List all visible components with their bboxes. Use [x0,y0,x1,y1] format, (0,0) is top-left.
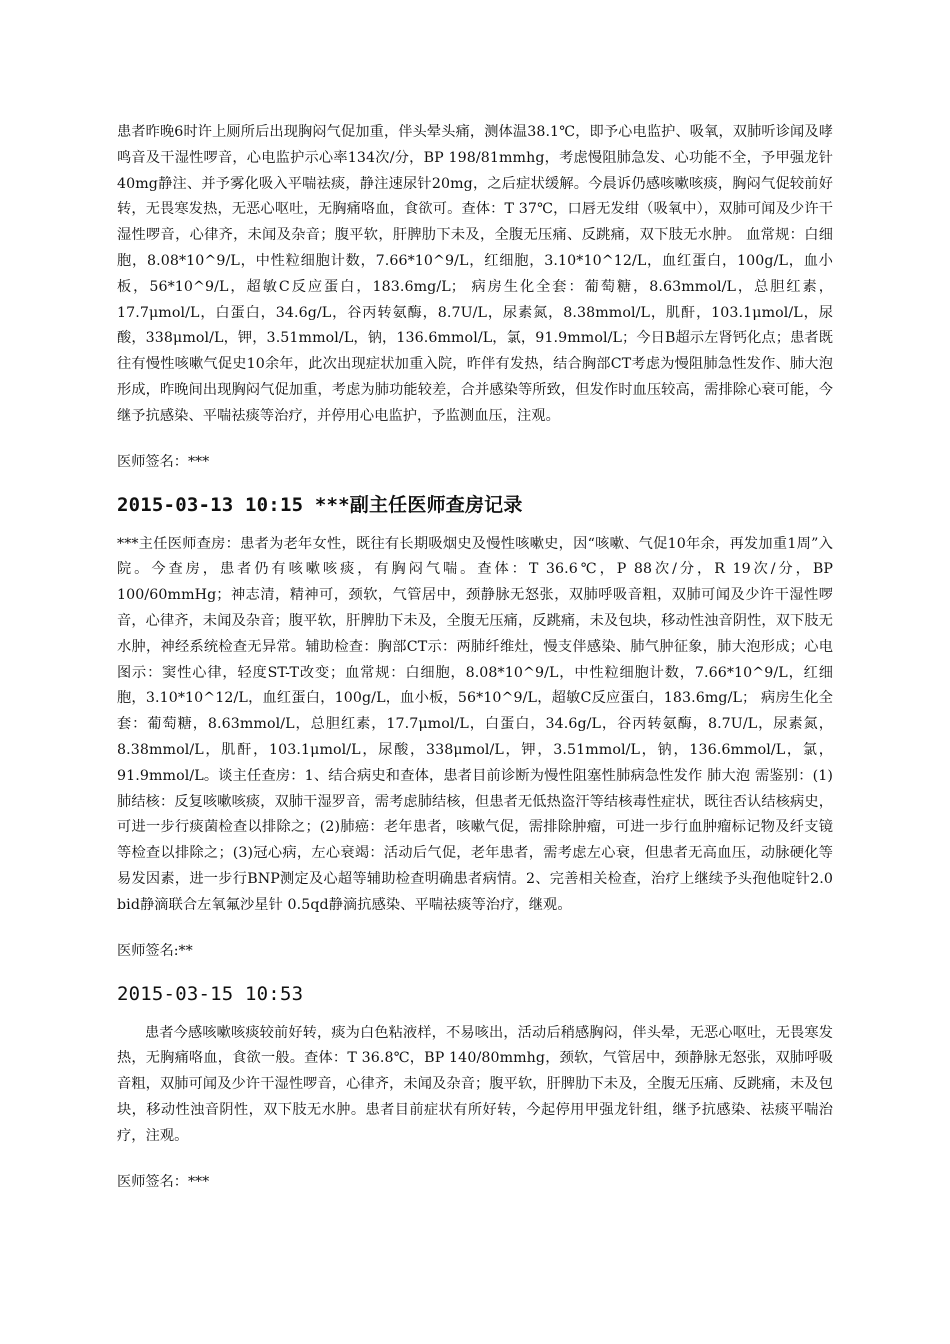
medical-record-page [117,120,833,1193]
doctor-signature: 医师签名：*** [117,1173,210,1190]
doctor-signature: 医师签名：*** [117,453,210,470]
progress-note-body: 患者昨晚6时许上厕所后出现胸闷气促加重，伴头晕头痛，测体温38.1℃，即予心电监护、吸氧，双肺听诊闻及哮鸣音及干湿性啰音，心电监护示心率134次/分，BP 198/81mmhg，考虑慢阻肺急发、心功能不全，予甲强龙针40mg静注、并予雾化吸入平喘祛痰，静注速尿针20mg，之后症状缓解。今晨诉仍感咳嗽咳痰，胸闷气促较前好转，无畏寒发热，无恶心呕吐，无胸痛咯血，食欲可。查体：T 37℃，口唇无发绀（吸氧中），双肺可闻及少许干湿性啰音，心律齐，未闻及杂音；腹平软，肝脾肋下未及，全腹无压痛、反跳痛，双下肢无水肿。 血常规：白细胞，8.08*10^9/L，中性粒细胞计数，7.66*10^9/L，红细胞，3.10*10^12/L，血红蛋白，100g/L，血小板，56*10^9/L，超敏C反应蛋白，183.6mg/L； 病房生化全套：葡萄糖，8.63mmol/L，总胆红素，17.7μmol/L，白蛋白，34.6g/L，谷丙转氨酶，8.7U/L，尿素氮，8.38mmol/L，肌酐，103.1μmol/L，尿酸，338μmol/L，钾，3.51mmol/L，钠，136.6mmol/L，氯，91.9mmol/L；今日B超示左肾钙化点；患者既往有慢性咳嗽气促史10余年，此次出现症状加重入院，昨伴有发热，结合胸部CT考虑为慢阻肺急性发作、肺大泡形成，昨晚间出现胸闷气促加重，考虑为肺功能较差，合并感染等所致，但发作时血压较高，需排除心衰可能，今继予抗感染、平喘祛痰等治疗，并停用心电监护，予监测血压，注观。 [117,124,833,424]
ward-round-heading: 2015-03-13 10:15 ***副主任医师查房记录 [117,493,523,516]
progress-note-body: 患者今感咳嗽咳痰较前好转，痰为白色粘液样，不易咳出，活动后稍感胸闷，伴头晕，无恶心呕吐，无畏寒发热，无胸痛咯血，食欲一般。查体：T 36.8℃，BP 140/80mmhg，颈软，气管居中，颈静脉无怒张，双肺呼吸音粗，双肺可闻及少许干湿性啰音，心律齐，未闻及杂音；腹平软，肝脾肋下未及，全腹无压痛、反跳痛，未及包块，移动性浊音阴性，双下肢无水肿。患者目前症状有所好转，今起停用甲强龙针组，继予抗感染、祛痰平喘治疗，注观。 [117,1024,833,1144]
doctor-signature: 医师签名:** [117,942,193,959]
ward-round-body: ***主任医师查房：患者为老年女性，既往有长期吸烟史及慢性咳嗽史，因“咳嗽、气促10年余，再发加重1周”入院。今查房，患者仍有咳嗽咳痰，有胸闷气喘。查体：T 36.6℃，P 88次/分，R 19次/分，BP 100/60mmHg；神志清，精神可，颈软，气管居中，颈静脉无怒张，双肺呼吸音粗，双肺可闻及少许干湿性啰音，心律齐，未闻及杂音；腹平软，肝脾肋下未及，全腹无压痛，反跳痛，未及包块，移动性浊音阴性，双下肢无水肿，神经系统检查无异常。辅助检查：胸部CT示：两肺纤维灶，慢支伴感染、肺气肿征象，肺大泡形成；心电图示：窦性心律，轻度ST-T改变；血常规：白细胞，8.08*10^9/L，中性粒细胞计数，7.66*10^9/L，红细胞，3.10*10^12/L，血红蛋白，100g/L，血小板，56*10^9/L，超敏C反应蛋白，183.6mg/L； 病房生化全套：葡萄糖，8.63mmol/L，总胆红素，17.7μmol/L，白蛋白，34.6g/L，谷丙转氨酶，8.7U/L，尿素氮，8.38mmol/L，肌酐，103.1μmol/L，尿酸，338μmol/L，钾，3.51mmol/L，钠，136.6mmol/L，氯，91.9mmol/L。谈主任查房：1、结合病史和查体，患者目前诊断为慢性阻塞性肺病急性发作 肺大泡 需鉴别：(1)肺结核：反复咳嗽咳痰，双肺干湿罗音，需考虑肺结核，但患者无低热盗汗等结核毒性症状，既往否认结核病史，可进一步行痰菌检查以排除之；(2)肺癌：老年患者，咳嗽气促，需排除肿瘤，可进一步行血肿瘤标记物及纤支镜等检查以排除之；(3)冠心病，左心衰竭：活动后气促，老年患者，需考虑左心衰，但患者无高血压，动脉硬化等易发因素，进一步行BNP测定及心超等辅助检查明确患者病情。2、完善相关检查，治疗上继续予头孢他啶针2.0 bid静滴联合左氧氟沙星针 0.5qd静滴抗感染、平喘祛痰等治疗，继观。 [117,535,833,913]
progress-note-heading: 2015-03-15 10:53 [117,982,304,1005]
